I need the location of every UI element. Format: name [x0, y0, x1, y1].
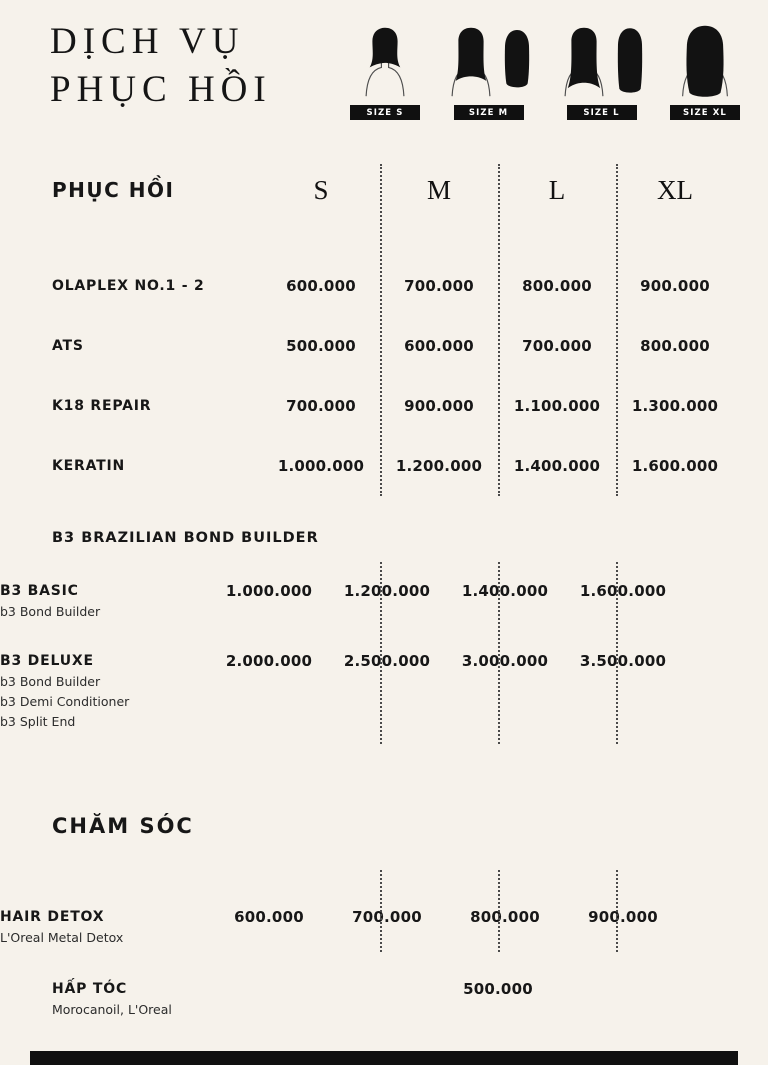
column-divider	[616, 164, 618, 496]
column-header-xl: XL	[657, 174, 693, 205]
column-header-s: S	[313, 174, 329, 205]
price-xl: 900.000	[640, 277, 710, 295]
restoration-heading: PHỤC HỒI	[52, 178, 175, 202]
service-subtitle: b3 Bond Builder	[0, 604, 101, 619]
column-divider	[498, 870, 500, 952]
price-xl: 1.600.000	[579, 582, 667, 600]
hair-length-m-icon	[444, 26, 533, 98]
price-m: 1.200.000	[395, 457, 483, 475]
table-row-b3-deluxe	[0, 638, 768, 744]
service-name: OLAPLEX NO.1 - 2	[52, 278, 205, 294]
price-xl: 1.300.000	[631, 397, 719, 415]
table-row-keratin	[0, 436, 768, 496]
table-row-ats	[0, 316, 768, 376]
column-divider	[380, 870, 382, 952]
table-row-b3-basic	[0, 562, 768, 638]
column-divider	[380, 562, 382, 744]
size-badge-s: SIZE S	[350, 105, 420, 120]
care-table	[0, 870, 768, 952]
price-xl: 1.600.000	[631, 457, 719, 475]
service-subtitle: Morocanoil, L'Oreal	[52, 1002, 172, 1017]
size-badge-xl: SIZE XL	[670, 105, 740, 120]
price-m: 600.000	[404, 337, 474, 355]
service-name: HAIR DETOX	[0, 909, 105, 925]
restoration-table	[0, 164, 768, 496]
page-title	[50, 18, 272, 114]
page-title-line1: DỊCH VỤ	[50, 21, 245, 62]
price-s: 2.000.000	[225, 652, 313, 670]
b3-section-heading: B3 BRAZILIAN BOND BUILDER	[52, 530, 319, 546]
care-section-heading: CHĂM SÓC	[52, 814, 194, 838]
size-item-l	[557, 26, 646, 120]
hair-length-s-icon	[358, 26, 412, 98]
price-xl: 900.000	[588, 908, 658, 926]
table-row-hair-detox	[0, 870, 768, 952]
price-m: 700.000	[404, 277, 474, 295]
column-divider	[380, 164, 382, 496]
hair-figure-back-icon	[614, 26, 646, 98]
price-s: 600.000	[234, 908, 304, 926]
price-m: 700.000	[352, 908, 422, 926]
size-item-m	[444, 26, 533, 120]
price-l: 800.000	[522, 277, 592, 295]
price-s: 500.000	[286, 337, 356, 355]
column-divider	[616, 562, 618, 744]
table-row-k18	[0, 376, 768, 436]
restoration-header-row	[0, 164, 768, 216]
price-m: 2.500.000	[343, 652, 431, 670]
size-item-xl	[670, 24, 740, 120]
price-m: 1.200.000	[343, 582, 431, 600]
service-name: B3 DELUXE	[0, 653, 94, 669]
column-divider	[616, 870, 618, 952]
spacer	[0, 216, 768, 256]
b3-table	[0, 562, 768, 744]
price-l: 800.000	[470, 908, 540, 926]
hair-figure-front-icon	[444, 26, 498, 98]
hair-figure-back-icon	[501, 26, 533, 98]
service-name: K18 REPAIR	[52, 398, 152, 414]
price-l: 700.000	[522, 337, 592, 355]
column-header-m: M	[426, 174, 451, 205]
service-name: B3 BASIC	[0, 583, 79, 599]
price-single: 500.000	[463, 980, 533, 998]
service-label	[0, 908, 210, 946]
price-s: 600.000	[286, 277, 356, 295]
price-xl: 800.000	[640, 337, 710, 355]
service-subtitle: b3 Split End	[0, 714, 76, 729]
size-guide	[350, 18, 740, 120]
service-label	[0, 652, 210, 730]
price-l: 1.400.000	[461, 582, 549, 600]
price-xl: 3.500.000	[579, 652, 667, 670]
column-divider	[498, 562, 500, 744]
size-item-s	[350, 26, 420, 120]
column-header-l: L	[548, 174, 566, 205]
service-subtitle: b3 Bond Builder	[0, 674, 101, 689]
hair-length-xl-icon	[676, 24, 734, 98]
table-row-hap-toc	[0, 980, 768, 1018]
service-name: HẤP TÓC	[52, 981, 128, 997]
price-l: 3.000.000	[461, 652, 549, 670]
column-divider	[498, 164, 500, 496]
price-s: 1.000.000	[277, 457, 365, 475]
hair-length-l-icon	[557, 26, 646, 98]
price-l: 1.100.000	[513, 397, 601, 415]
table-row-olaplex	[0, 256, 768, 316]
service-name: ATS	[52, 338, 84, 354]
page-header	[0, 0, 768, 120]
price-l: 1.400.000	[513, 457, 601, 475]
price-m: 900.000	[404, 397, 474, 415]
hair-figure-front-icon	[557, 26, 611, 98]
service-subtitle: L'Oreal Metal Detox	[0, 930, 124, 945]
service-label	[0, 582, 210, 620]
service-name: KERATIN	[52, 458, 126, 474]
service-label	[52, 980, 262, 1018]
size-badge-l: SIZE L	[567, 105, 637, 120]
footer-bar	[30, 1051, 738, 1065]
page-title-line2: PHỤC HỒI	[50, 69, 272, 111]
price-s: 1.000.000	[225, 582, 313, 600]
service-subtitle: b3 Demi Conditioner	[0, 694, 130, 709]
price-s: 700.000	[286, 397, 356, 415]
size-badge-m: SIZE M	[454, 105, 524, 120]
